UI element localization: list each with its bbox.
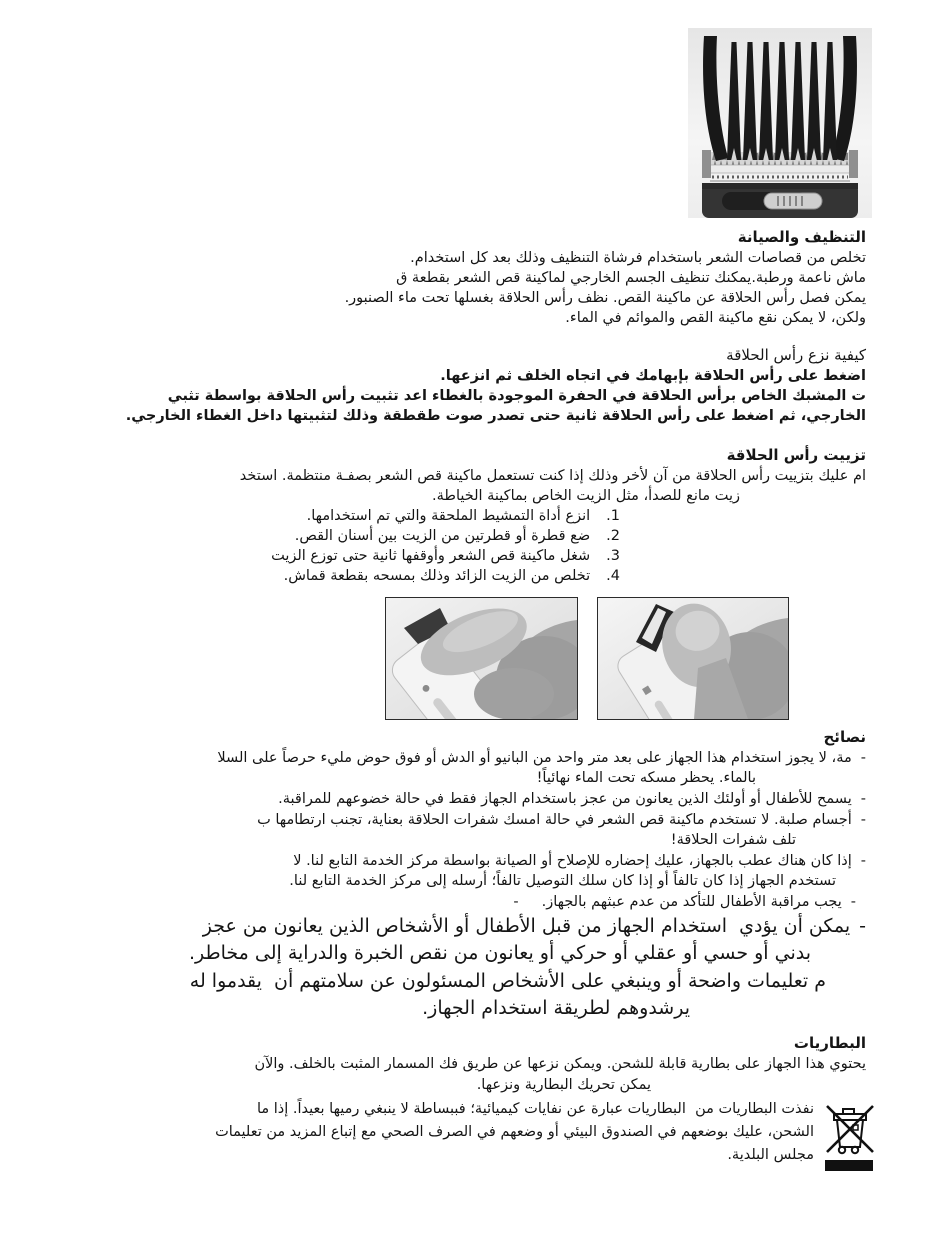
text-line: نفذت البطاريات من البطاريات عبارة عن نفايات كيميائية؛ فببساطة لا ينبغي رميها بعيداً. إذا ما — [256, 1101, 814, 1117]
step-number: 2. — [606, 528, 620, 544]
step-text: تخلص من الزيت الزائد وذلك بمسحه بقطعة قماش. — [283, 568, 591, 584]
removal-heading: كيفية نزع رأس الحلاقة — [726, 346, 866, 364]
bullet-dash: - — [860, 750, 866, 766]
cleaning-heading: التنظيف والصيانة — [737, 228, 866, 246]
tip-text: يمكن أن يؤدي استخدام الجهاز من قبل الأطفال أو الأشخاص الذين يعانون من عجز — [202, 915, 851, 937]
batteries-heading: البطاريات — [793, 1034, 866, 1052]
step-item — [85, 526, 620, 546]
step-text: ضع قطرة أو قطرتين من الزيت بين أسنان القص. — [294, 528, 591, 544]
clipper-head-photo — [688, 28, 872, 218]
tips-heading: نصائح — [823, 728, 866, 746]
bullet-dash: - — [860, 791, 866, 807]
step-number: 1. — [606, 508, 620, 524]
tip-text: إذا كان هناك عطب بالجهاز، عليك إحضاره للإصلاح أو الصيانة بواسطة مركز الخدمة التابع لنا. لا — [293, 853, 852, 869]
tip-item — [85, 892, 866, 912]
step-item — [85, 546, 620, 566]
tip-text: يجب مراقبة الأطفال للتأكد من عدم عبثهم بالجهاز. - — [513, 894, 842, 910]
clipper-head-illustration — [688, 28, 872, 218]
step-item — [85, 566, 620, 586]
tip-item — [85, 913, 866, 967]
text-line: زيت مانع للصدأ، مثل الزيت الخاص بماكينة الخياطة. — [432, 488, 740, 504]
section-oiling — [85, 444, 866, 586]
tip-item — [85, 789, 866, 809]
section-head-removal — [85, 344, 866, 426]
section-cleaning — [85, 226, 866, 328]
weee-crossed-bin-icon — [822, 1100, 880, 1172]
step-text: شغل ماكينة قص الشعر وأوقفها ثانية حتى توزع الزيت — [271, 548, 591, 564]
step-number: 3. — [606, 548, 620, 564]
text-line: يحتوي هذا الجهاز على بطارية قابلة للشحن. ويمكن نزعها عن طريق فك المسمار المثبت بالخلف. والآن — [254, 1056, 866, 1072]
step-number: 4. — [606, 568, 620, 584]
text-line: الشحن، عليك بوضعهم في الصندوق البيئي أو وضعهم في الصرف الصحي مع إتباع المزيد من تعليمات — [215, 1124, 814, 1140]
bullet-dash: - — [850, 894, 856, 910]
text-line: ماش ناعمة ورطبة.يمكنك تنظيف الجسم الخارجي لماكينة قص الشعر بقطعة ق — [396, 270, 866, 286]
text-line: يمكن تحريك البطارية ونزعها. — [476, 1077, 651, 1093]
text-line: ام عليك بتزييت رأس الحلاقة من آن لأخر وذلك إذا كنت تستعمل ماكينة قص الشعر بصفـة منتظمة. استخد — [239, 468, 866, 484]
section-tips — [85, 726, 866, 1022]
tip-text: بدني أو حسي أو عقلي أو حركي أو يعانون من نقص الخبرة والدراية إلى مخاطر. — [188, 942, 811, 964]
text-line: تخلص من قصاصات الشعر باستخدام فرشاة التنظيف وذلك بعد كل استخدام. — [410, 250, 866, 266]
tip-note-line: م تعليمات واضحة أو وينبغي على الأشخاص المسئولون عن سلامتهم أن يقدموا له — [189, 970, 826, 992]
tip-text: أجسام صلبة. لا تستخدم ماكينة قص الشعر في حالة امسك شفرات الحلاقة بعناية، تجنب ارتطامها ب — [257, 812, 852, 828]
hand-photo-press-head — [385, 597, 578, 720]
bullet-dash: - — [860, 812, 866, 828]
tip-text: بالماء. يحظر مسكه تحت الماء نهائياً! — [536, 770, 756, 786]
text-line: الخارجي، ثم اضغط على رأس الحلاقة ثانية حتى تصدر صوت طقطقة وذلك لتثبيتها داخل الغطاء الخارجي. — [125, 408, 866, 424]
bullet-dash: - — [860, 853, 866, 869]
tip-item — [85, 748, 866, 788]
disposal-text — [85, 1098, 866, 1167]
tip-item — [85, 851, 866, 891]
oiling-heading: تزييت رأس الحلاقة — [726, 446, 866, 464]
section-batteries — [85, 1032, 866, 1096]
text-line: ت المشبك الخاص برأس الحلاقة في الحفرة الموجودة بالغطاء اعد تثبيت رأس الحلاقة بواسطة تثبي — [167, 388, 866, 404]
tip-item — [85, 810, 866, 850]
text-line: يمكن فصل رأس الحلاقة عن ماكينة القص. نظف رأس الحلاقة بغسلها تحت ماء الصنبور. — [344, 290, 866, 306]
section-disposal — [85, 1098, 866, 1167]
text-line: اضغط على رأس الحلاقة بإبهامك في اتجاه الخلف ثم انزعها. — [440, 368, 866, 384]
tip-text: تستخدم الجهاز إذا كان تالفاً أو إذا كان سلك التوصيل تالفاً؛ أرسله إلى مركز الخدمة التابع لنا. — [289, 873, 836, 889]
tip-note-line: يرشدوهم لطريقة استخدام الجهاز. — [422, 997, 690, 1019]
text-line: مجلس البلدية. — [727, 1147, 814, 1163]
tip-text: مة، لا يجوز استخدام هذا الجهاز على بعد متر واحد من البانيو أو الدش أو فوق حوض مليء حرصاً على السلا — [217, 750, 852, 766]
text-line: ولكن، لا يمكن نقع ماكينة القص والموائم في الماء. — [565, 310, 866, 326]
step-text: انزع أداة التمشيط الملحقة والتي تم استخدامها. — [306, 508, 591, 524]
bullet-dash: - — [859, 915, 866, 937]
hand-photo-remove-head — [597, 597, 789, 720]
tip-text: تلف شفرات الحلاقة! — [670, 832, 796, 848]
oiling-steps-list — [85, 506, 866, 586]
tip-text: يسمح للأطفال أو أولئك الذين يعانون من عجز باستخدام الجهاز فقط في حالة خضوعهم للمراقبة. — [278, 791, 852, 807]
step-item — [85, 506, 620, 526]
